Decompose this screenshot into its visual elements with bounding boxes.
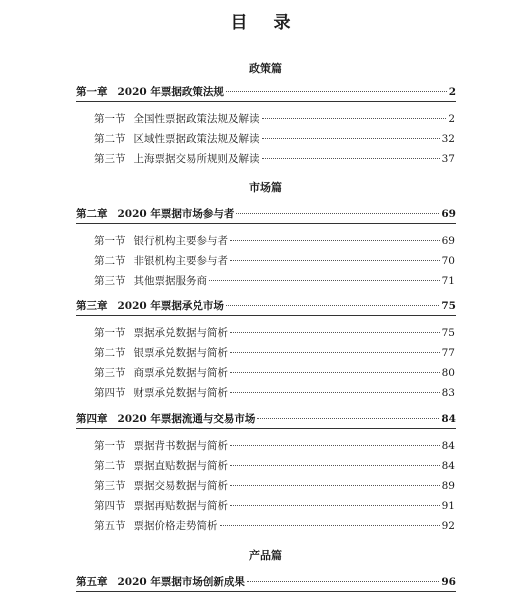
toc-section[interactable] (94, 131, 455, 146)
toc-section[interactable] (94, 111, 455, 126)
toc-section[interactable] (94, 438, 455, 453)
section-title: 银行机构主要参与者 (133, 235, 228, 247)
toc-chapter-1[interactable] (76, 84, 456, 102)
toc-chapter-2[interactable] (76, 206, 456, 224)
toc-section[interactable] (94, 518, 455, 533)
toc-section[interactable] (94, 365, 455, 380)
toc-section[interactable] (94, 458, 455, 473)
section-title: 银票承兑数据与简析 (133, 347, 228, 359)
section-number: 第一节 (94, 327, 126, 339)
chapter-title: 2020 年票据市场创新成果 (117, 576, 245, 588)
chapter-number: 第一章 (76, 86, 108, 98)
section-title: 票据再贴数据与简析 (133, 500, 228, 512)
page-number: 69 (441, 208, 456, 220)
section-title: 区域性票据政策法规及解读 (133, 133, 260, 145)
section-number: 第二节 (94, 347, 126, 359)
section-title: 票据价格走势简析 (133, 520, 218, 532)
page-number: 91 (441, 500, 455, 512)
page-number: 75 (441, 327, 455, 339)
toc-section[interactable] (94, 273, 455, 288)
section-title: 非银机构主要参与者 (133, 255, 228, 267)
page-number: 92 (441, 520, 455, 532)
chapter-number: 第四章 (76, 413, 108, 425)
section-title: 票据背书数据与简析 (133, 440, 228, 452)
section-number: 第五节 (94, 520, 126, 532)
page-number: 84 (441, 440, 455, 452)
page-number: 71 (441, 275, 455, 287)
page-number: 32 (441, 133, 455, 145)
page-number: 37 (441, 153, 455, 165)
section-title: 票据直贴数据与简析 (133, 460, 228, 472)
toc-section[interactable] (94, 233, 455, 248)
toc-section[interactable] (94, 151, 455, 166)
section-number: 第三节 (94, 367, 126, 379)
chapter-title: 2020 年票据流通与交易市场 (117, 413, 256, 425)
page-number: 84 (441, 413, 456, 425)
toc-chapter-5[interactable] (76, 574, 456, 592)
leader-dots (247, 581, 439, 582)
section-number: 第三节 (94, 275, 126, 287)
part-heading-market: 市场篇 (249, 181, 282, 194)
chapter-title: 2020 年票据承兑市场 (117, 300, 224, 312)
chapter-number: 第三章 (76, 300, 108, 312)
toc-section[interactable] (94, 325, 455, 340)
leader-dots (230, 445, 440, 446)
chapter-title: 2020 年票据市场参与者 (117, 208, 235, 220)
leader-dots (230, 392, 440, 393)
leader-dots (220, 525, 440, 526)
section-title: 财票承兑数据与简析 (133, 387, 228, 399)
leader-dots (262, 118, 447, 119)
toc-section[interactable] (94, 253, 455, 268)
chapter-title: 2020 年票据政策法规 (117, 86, 224, 98)
chapter-number: 第二章 (76, 208, 108, 220)
section-number: 第三节 (94, 153, 126, 165)
page-number: 83 (441, 387, 455, 399)
page-number: 69 (441, 235, 455, 247)
page-number: 2 (448, 113, 455, 125)
leader-dots (226, 305, 439, 306)
section-number: 第一节 (94, 113, 126, 125)
toc-section[interactable] (94, 478, 455, 493)
section-number: 第一节 (94, 440, 126, 452)
leader-dots (230, 260, 440, 261)
toc-chapter-4[interactable] (76, 411, 456, 429)
section-number: 第二节 (94, 133, 126, 145)
section-number: 第二节 (94, 460, 126, 472)
section-title: 票据承兑数据与简析 (133, 327, 228, 339)
leader-dots (262, 138, 440, 139)
section-title: 上海票据交易所规则及解读 (133, 153, 260, 165)
page-number: 96 (441, 576, 456, 588)
section-number: 第三节 (94, 480, 126, 492)
section-number: 第一节 (94, 235, 126, 247)
section-number: 第四节 (94, 500, 126, 512)
leader-dots (230, 505, 440, 506)
section-title: 全国性票据政策法规及解读 (133, 113, 260, 125)
page-number: 89 (441, 480, 455, 492)
page-number: 2 (448, 86, 456, 98)
toc-section[interactable] (94, 345, 455, 360)
leader-dots (226, 91, 447, 92)
toc-section[interactable] (94, 498, 455, 513)
leader-dots (262, 158, 440, 159)
page-number: 70 (441, 255, 455, 267)
leader-dots (230, 352, 440, 353)
section-number: 第四节 (94, 387, 126, 399)
toc-section[interactable] (94, 385, 455, 400)
section-number: 第二节 (94, 255, 126, 267)
leader-dots (230, 372, 440, 373)
page-number: 77 (441, 347, 455, 359)
leader-dots (230, 485, 440, 486)
page-number: 84 (441, 460, 455, 472)
leader-dots (230, 465, 440, 466)
section-title: 商票承兑数据与简析 (133, 367, 228, 379)
section-title: 票据交易数据与简析 (133, 480, 228, 492)
leader-dots (230, 332, 440, 333)
toc-title: 目 录 (230, 13, 301, 33)
section-title: 其他票据服务商 (133, 275, 207, 287)
part-heading-policy: 政策篇 (249, 62, 282, 75)
chapter-number: 第五章 (76, 576, 108, 588)
leader-dots (209, 280, 440, 281)
leader-dots (257, 418, 439, 419)
toc-chapter-3[interactable] (76, 298, 456, 316)
leader-dots (236, 213, 439, 214)
page-number: 80 (441, 367, 455, 379)
page-number: 75 (441, 300, 456, 312)
part-heading-product: 产品篇 (249, 549, 282, 562)
leader-dots (230, 240, 440, 241)
